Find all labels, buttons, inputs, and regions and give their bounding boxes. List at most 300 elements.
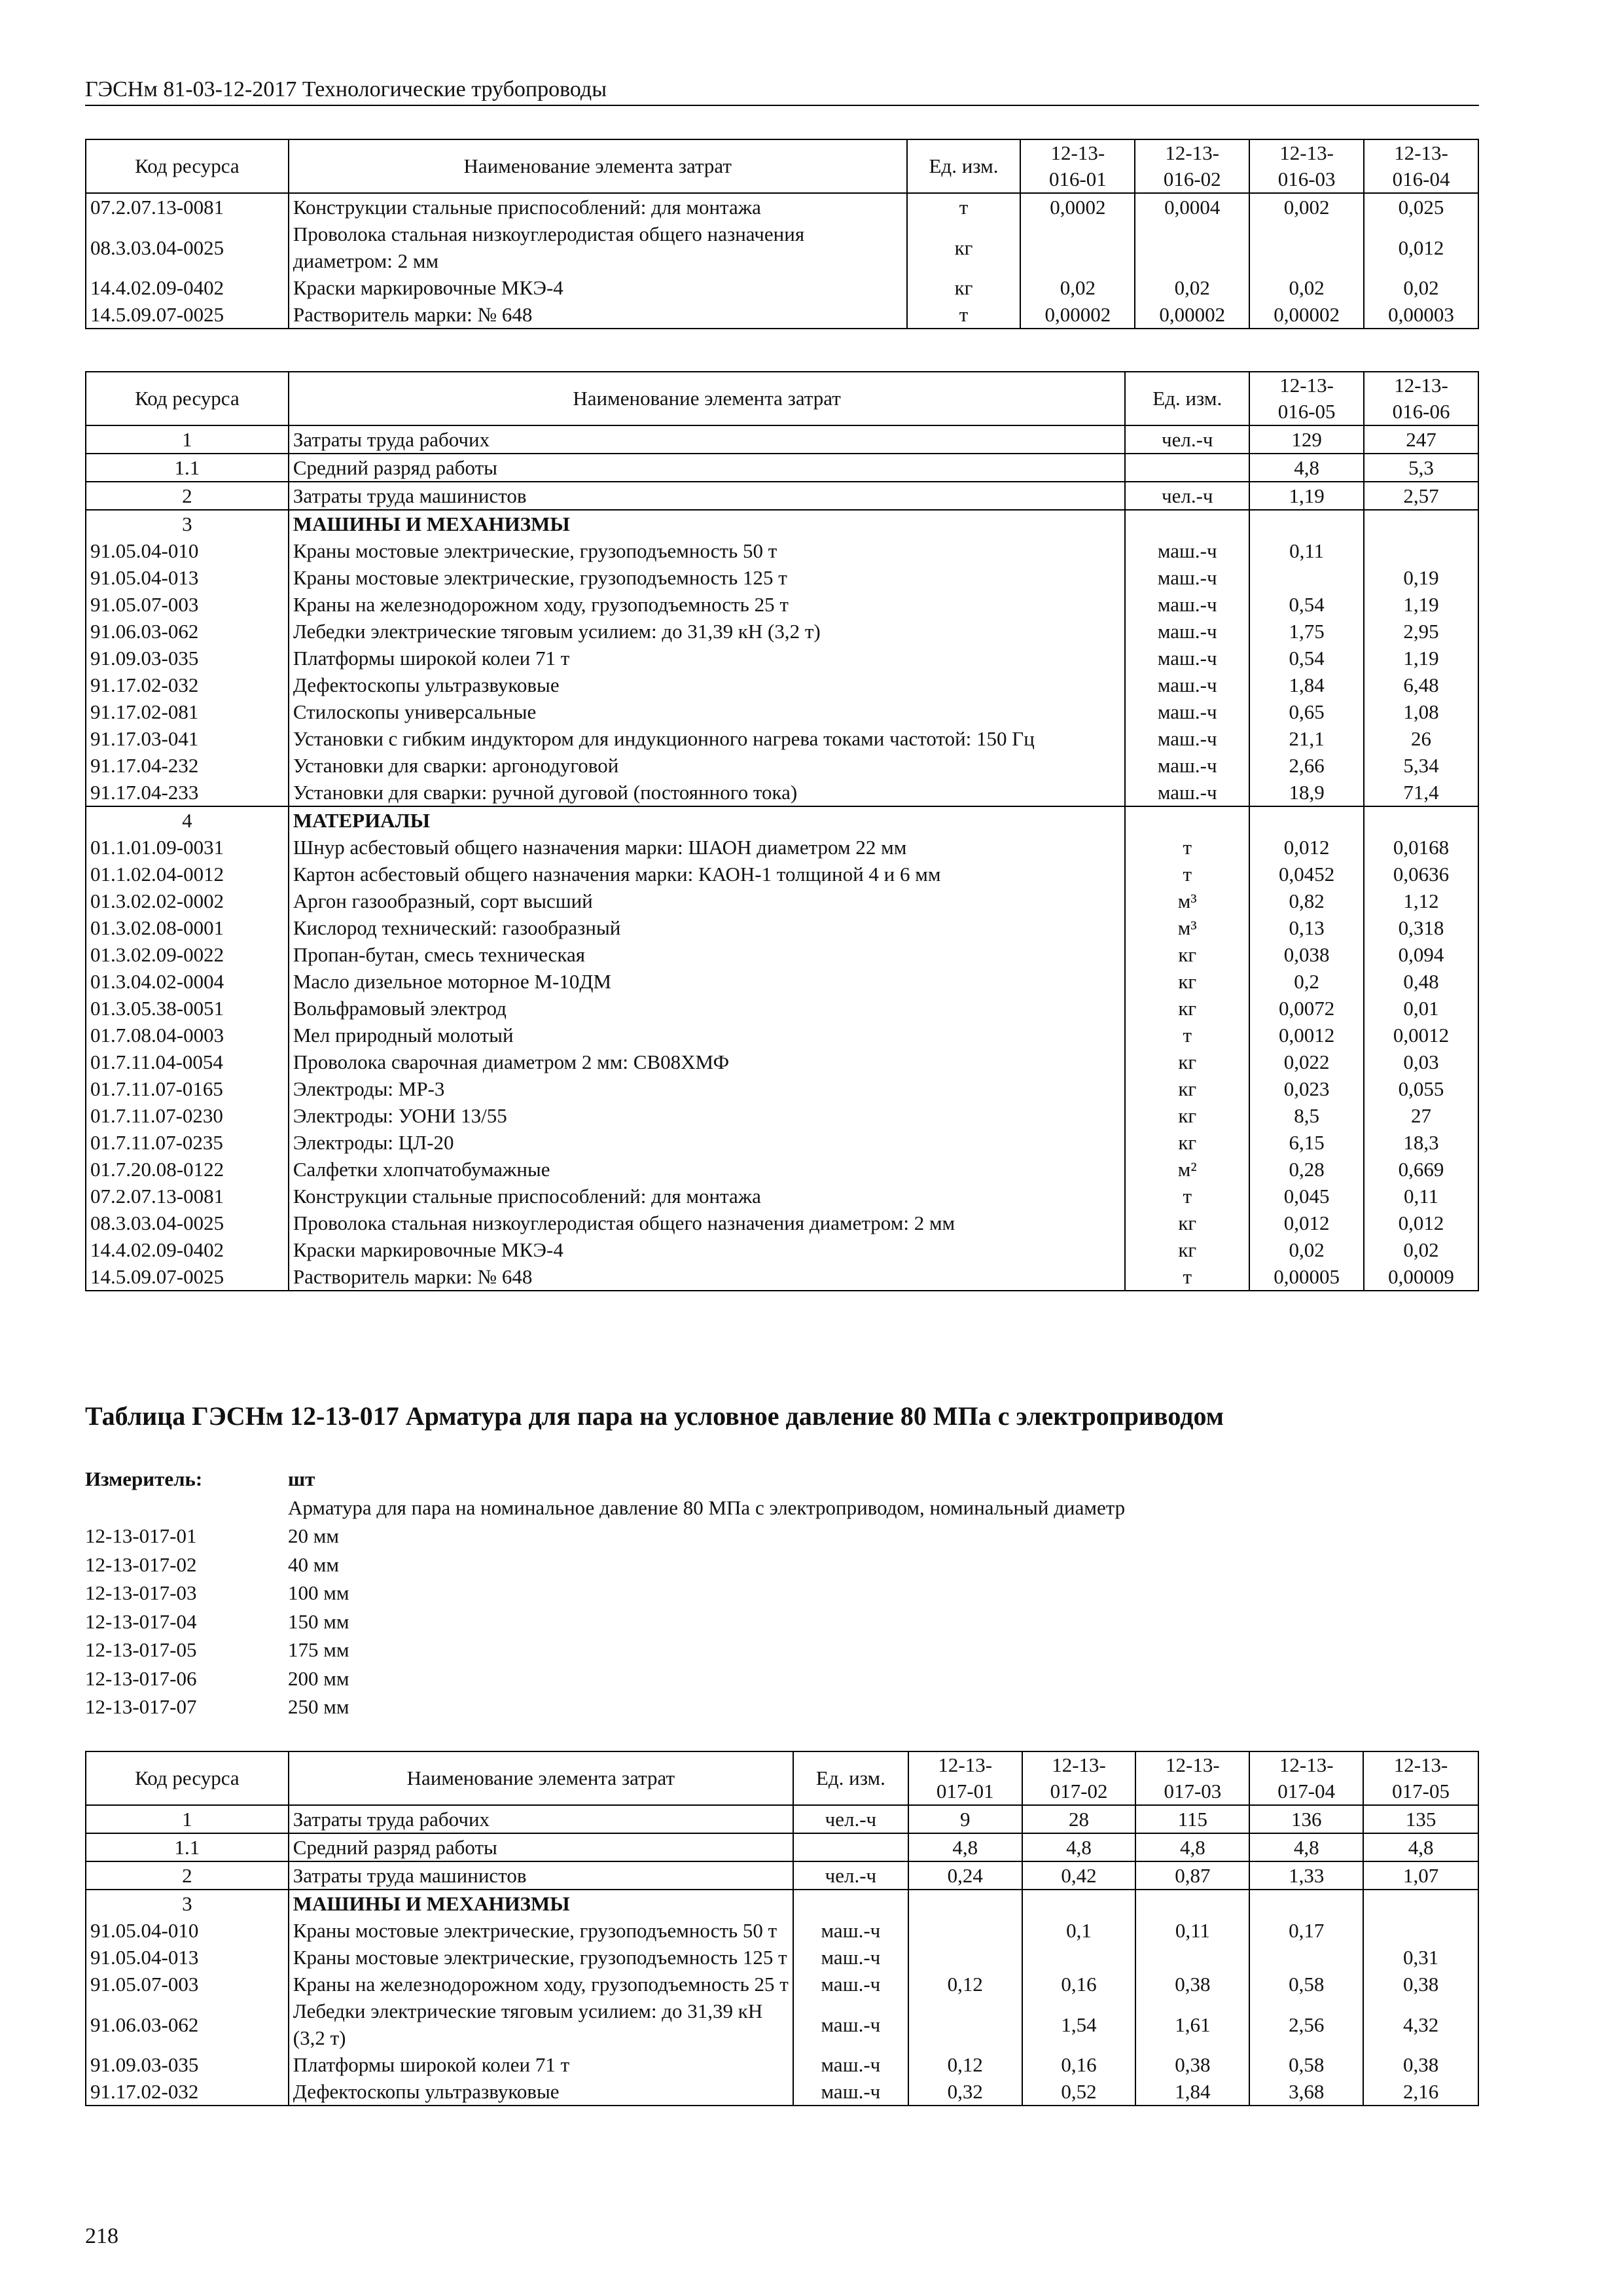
table-row bbox=[86, 221, 1478, 274]
value-cell: 0,012 bbox=[1249, 834, 1364, 861]
resource-table-016-05-06 bbox=[85, 371, 1479, 1291]
cost-element-name: Проволока стальная низкоуглеродистая общего назначения диаметром: 2 мм bbox=[289, 221, 907, 274]
value-cell: 0,65 bbox=[1249, 698, 1364, 725]
resource-code: 01.1.02.04-0012 bbox=[86, 861, 289, 888]
section-title: Таблица ГЭСНм 12-13-017 Арматура для пара на условное давление 80 МПа с электроприводом bbox=[85, 1401, 1224, 1431]
resource-code: 1 bbox=[86, 425, 289, 454]
resource-code: 4 bbox=[86, 806, 289, 834]
value-cell bbox=[1249, 1890, 1363, 1917]
table-row bbox=[86, 591, 1478, 618]
cost-element-name: Дефектоскопы ультразвуковые bbox=[289, 2078, 793, 2106]
resource-code: 91.05.07-003 bbox=[86, 591, 289, 618]
unit-cell: кг bbox=[1125, 1129, 1249, 1156]
unit-cell: чел.-ч bbox=[793, 1861, 908, 1890]
value-cell: 0,03 bbox=[1364, 1049, 1478, 1075]
value-cell: 0,00009 bbox=[1364, 1263, 1478, 1291]
resource-code: 01.7.08.04-0003 bbox=[86, 1022, 289, 1049]
value-cell: 4,8 bbox=[1249, 454, 1364, 482]
value-cell: 0,0636 bbox=[1364, 861, 1478, 888]
cost-element-name: МАШИНЫ И МЕХАНИЗМЫ bbox=[289, 1890, 793, 1917]
value-cell: 0,1 bbox=[1022, 1917, 1136, 1944]
cost-element-name: Платформы широкой колеи 71 т bbox=[289, 2051, 793, 2078]
resource-code: 91.17.04-233 bbox=[86, 779, 289, 806]
unit-cell: маш.-ч bbox=[793, 1971, 908, 1998]
table-row bbox=[86, 425, 1478, 454]
column-header: 12-13- 016-06 bbox=[1364, 372, 1478, 425]
unit-cell: маш.-ч bbox=[1125, 779, 1249, 806]
meter-item-diameter: 150 мм bbox=[288, 1609, 349, 1633]
cost-element-name: Проволока сварочная диаметром 2 мм: СВ08ХМФ bbox=[289, 1049, 1125, 1075]
unit-cell: кг bbox=[1125, 1236, 1249, 1263]
cost-element-name: Краны мостовые электрические, грузоподъемность 125 т bbox=[289, 1944, 793, 1971]
table-row bbox=[86, 1156, 1478, 1183]
unit-cell: т bbox=[1125, 1022, 1249, 1049]
resource-code: 08.3.03.04-0025 bbox=[86, 1210, 289, 1236]
unit-cell: маш.-ч bbox=[793, 2051, 908, 2078]
table-row bbox=[86, 1944, 1478, 1971]
value-cell bbox=[1135, 1944, 1249, 1971]
cost-element-name: Затраты труда машинистов bbox=[289, 482, 1125, 510]
unit-cell: маш.-ч bbox=[1125, 672, 1249, 698]
cost-element-name: Лебедки электрические тяговым усилием: до 31,39 кН (3,2 т) bbox=[289, 1998, 793, 2051]
value-cell: 0,12 bbox=[908, 1971, 1022, 1998]
value-cell: 0,17 bbox=[1249, 1917, 1363, 1944]
unit-cell: кг bbox=[1125, 941, 1249, 968]
unit-cell: т bbox=[1125, 861, 1249, 888]
value-cell: 1,84 bbox=[1249, 672, 1364, 698]
unit-cell: т bbox=[1125, 1263, 1249, 1291]
meter-label: Измеритель: bbox=[85, 1467, 203, 1490]
resource-code: 2 bbox=[86, 1861, 289, 1890]
value-cell: 0,055 bbox=[1364, 1075, 1478, 1102]
cost-element-name: Конструкции стальные приспособлений: для монтажа bbox=[289, 1183, 1125, 1210]
unit-cell: м³ bbox=[1125, 914, 1249, 941]
value-cell: 4,8 bbox=[908, 1833, 1022, 1861]
table-row bbox=[86, 482, 1478, 510]
value-cell: 0,38 bbox=[1135, 1971, 1249, 1998]
column-header: 12-13- 017-03 bbox=[1135, 1751, 1249, 1805]
value-cell bbox=[1249, 510, 1364, 537]
unit-cell: маш.-ч bbox=[793, 1998, 908, 2051]
value-cell: 0,48 bbox=[1364, 968, 1478, 995]
cost-element-name: Растворитель марки: № 648 bbox=[289, 1263, 1125, 1291]
cost-element-name: МАШИНЫ И МЕХАНИЗМЫ bbox=[289, 510, 1125, 537]
cost-element-name: Установки с гибким индуктором для индукционного нагрева токами частотой: 150 Гц bbox=[289, 725, 1125, 752]
value-cell: 0,87 bbox=[1135, 1861, 1249, 1890]
cost-element-name: Краны на железнодорожном ходу, грузоподъемность 25 т bbox=[289, 591, 1125, 618]
value-cell: 0,2 bbox=[1249, 968, 1364, 995]
resource-code: 91.17.04-232 bbox=[86, 752, 289, 779]
table-row bbox=[86, 1805, 1478, 1833]
value-cell bbox=[908, 1998, 1022, 2051]
value-cell: 0,54 bbox=[1249, 645, 1364, 672]
value-cell: 0,02 bbox=[1364, 274, 1478, 301]
resource-code: 14.4.02.09-0402 bbox=[86, 1236, 289, 1263]
table-row bbox=[86, 1263, 1478, 1291]
column-header: 12-13- 017-04 bbox=[1249, 1751, 1363, 1805]
value-cell: 0,02 bbox=[1364, 1236, 1478, 1263]
value-cell: 0,025 bbox=[1364, 193, 1478, 221]
value-cell: 1,07 bbox=[1363, 1861, 1478, 1890]
resource-code: 01.7.11.07-0230 bbox=[86, 1102, 289, 1129]
value-cell: 0,24 bbox=[908, 1861, 1022, 1890]
table-row bbox=[86, 888, 1478, 914]
value-cell: 0,00002 bbox=[1020, 301, 1135, 329]
resource-code: 14.5.09.07-0025 bbox=[86, 301, 289, 329]
unit-cell: маш.-ч bbox=[1125, 645, 1249, 672]
value-cell: 2,95 bbox=[1364, 618, 1478, 645]
table-row bbox=[86, 193, 1478, 221]
resource-code: 01.7.11.04-0054 bbox=[86, 1049, 289, 1075]
cost-element-name: МАТЕРИАЛЫ bbox=[289, 806, 1125, 834]
value-cell: 0,01 bbox=[1364, 995, 1478, 1022]
table-header-row bbox=[86, 1751, 1478, 1805]
value-cell: 0,19 bbox=[1364, 564, 1478, 591]
table-row bbox=[86, 2051, 1478, 2078]
resource-code: 91.17.03-041 bbox=[86, 725, 289, 752]
table-row bbox=[86, 1861, 1478, 1890]
cost-element-name: Проволока стальная низкоуглеродистая общего назначения диаметром: 2 мм bbox=[289, 1210, 1125, 1236]
table-header-row bbox=[86, 139, 1478, 193]
unit-cell: кг bbox=[1125, 1049, 1249, 1075]
value-cell bbox=[1363, 1917, 1478, 1944]
column-header: 12-13- 016-05 bbox=[1249, 372, 1364, 425]
table-row bbox=[86, 672, 1478, 698]
value-cell: 8,5 bbox=[1249, 1102, 1364, 1129]
column-header: 12-13- 017-02 bbox=[1022, 1751, 1136, 1805]
value-cell bbox=[1364, 510, 1478, 537]
value-cell: 1,33 bbox=[1249, 1861, 1363, 1890]
value-cell bbox=[1249, 806, 1364, 834]
table-row bbox=[86, 645, 1478, 672]
meter-item-diameter: 100 мм bbox=[288, 1581, 349, 1604]
unit-cell: т bbox=[907, 301, 1021, 329]
value-cell: 0,669 bbox=[1364, 1156, 1478, 1183]
cost-element-name: Установки для сварки: аргонодуговой bbox=[289, 752, 1125, 779]
value-cell: 3,68 bbox=[1249, 2078, 1363, 2106]
value-cell: 1,12 bbox=[1364, 888, 1478, 914]
column-header: Код ресурса bbox=[86, 1751, 289, 1805]
table-row bbox=[86, 1102, 1478, 1129]
table-row bbox=[86, 510, 1478, 537]
resource-code: 01.3.02.08-0001 bbox=[86, 914, 289, 941]
value-cell: 2,57 bbox=[1364, 482, 1478, 510]
resource-code: 2 bbox=[86, 482, 289, 510]
meter-item-code: 12-13-017-04 bbox=[85, 1609, 197, 1633]
value-cell: 0,0168 bbox=[1364, 834, 1478, 861]
value-cell bbox=[1249, 221, 1364, 274]
page-header: ГЭСНм 81-03-12-2017 Технологические трубопроводы bbox=[85, 77, 1479, 106]
resource-code: 14.5.09.07-0025 bbox=[86, 1263, 289, 1291]
value-cell: 0,58 bbox=[1249, 1971, 1363, 1998]
meter-item bbox=[85, 1607, 1125, 1636]
value-cell: 4,8 bbox=[1249, 1833, 1363, 1861]
value-cell bbox=[1364, 537, 1478, 564]
table-row bbox=[86, 1129, 1478, 1156]
unit-cell: кг bbox=[1125, 1075, 1249, 1102]
value-cell: 0,00002 bbox=[1249, 301, 1364, 329]
value-cell: 1,08 bbox=[1364, 698, 1478, 725]
unit-cell: чел.-ч bbox=[1125, 482, 1249, 510]
value-cell: 0,02 bbox=[1020, 274, 1135, 301]
value-cell bbox=[1249, 564, 1364, 591]
resource-code: 91.17.02-081 bbox=[86, 698, 289, 725]
unit-cell: м² bbox=[1125, 1156, 1249, 1183]
unit-cell: м³ bbox=[1125, 888, 1249, 914]
resource-code: 91.05.04-013 bbox=[86, 1944, 289, 1971]
meter-item bbox=[85, 1693, 1125, 1721]
meter-item-code: 12-13-017-02 bbox=[85, 1552, 197, 1576]
value-cell: 5,3 bbox=[1364, 454, 1478, 482]
page-number: 218 bbox=[85, 2224, 118, 2248]
cost-element-name: Растворитель марки: № 648 bbox=[289, 301, 907, 329]
column-header: Код ресурса bbox=[86, 139, 289, 193]
table-row bbox=[86, 1890, 1478, 1917]
value-cell: 136 bbox=[1249, 1805, 1363, 1833]
value-cell: 0,58 bbox=[1249, 2051, 1363, 2078]
unit-cell: чел.-ч bbox=[1125, 425, 1249, 454]
resource-code: 01.3.05.38-0051 bbox=[86, 995, 289, 1022]
unit-cell: маш.-ч bbox=[1125, 537, 1249, 564]
value-cell: 26 bbox=[1364, 725, 1478, 752]
value-cell: 0,54 bbox=[1249, 591, 1364, 618]
cost-element-name: Стилоскопы универсальные bbox=[289, 698, 1125, 725]
value-cell: 27 bbox=[1364, 1102, 1478, 1129]
value-cell: 0,038 bbox=[1249, 941, 1364, 968]
resource-code: 91.17.02-032 bbox=[86, 2078, 289, 2106]
value-cell: 71,4 bbox=[1364, 779, 1478, 806]
unit-cell bbox=[1125, 454, 1249, 482]
table-row bbox=[86, 725, 1478, 752]
table-row bbox=[86, 1236, 1478, 1263]
value-cell: 0,0012 bbox=[1364, 1022, 1478, 1049]
table-row bbox=[86, 1075, 1478, 1102]
value-cell bbox=[908, 1917, 1022, 1944]
value-cell: 1,19 bbox=[1364, 591, 1478, 618]
column-header: 12-13- 016-02 bbox=[1135, 139, 1249, 193]
resource-code: 1 bbox=[86, 1805, 289, 1833]
meter-item-code: 12-13-017-03 bbox=[85, 1581, 197, 1604]
cost-element-name: Краны на железнодорожном ходу, грузоподъемность 25 т bbox=[289, 1971, 793, 1998]
resource-code: 1.1 bbox=[86, 1833, 289, 1861]
value-cell: 0,32 bbox=[908, 2078, 1022, 2106]
meter-item-diameter: 200 мм bbox=[288, 1666, 349, 1690]
unit-cell: маш.-ч bbox=[1125, 725, 1249, 752]
value-cell: 0,045 bbox=[1249, 1183, 1364, 1210]
table-row bbox=[86, 274, 1478, 301]
cost-element-name: Аргон газообразный, сорт высший bbox=[289, 888, 1125, 914]
resource-code: 91.05.07-003 bbox=[86, 1971, 289, 1998]
meter-item-diameter: 20 мм bbox=[288, 1524, 339, 1547]
unit-cell: маш.-ч bbox=[1125, 698, 1249, 725]
value-cell: 0,02 bbox=[1249, 274, 1364, 301]
column-header: Код ресурса bbox=[86, 372, 289, 425]
table-row bbox=[86, 752, 1478, 779]
unit-cell bbox=[1125, 806, 1249, 834]
value-cell: 0,42 bbox=[1022, 1861, 1136, 1890]
resource-code: 1.1 bbox=[86, 454, 289, 482]
table-row bbox=[86, 698, 1478, 725]
value-cell: 4,8 bbox=[1363, 1833, 1478, 1861]
value-cell bbox=[1135, 221, 1249, 274]
cost-element-name: Электроды: МР-3 bbox=[289, 1075, 1125, 1102]
resource-code: 91.05.04-010 bbox=[86, 1917, 289, 1944]
table-row bbox=[86, 941, 1478, 968]
value-cell: 0,012 bbox=[1364, 1210, 1478, 1236]
table-row bbox=[86, 861, 1478, 888]
value-cell: 0,52 bbox=[1022, 2078, 1136, 2106]
column-header: Наименование элемента затрат bbox=[289, 1751, 793, 1805]
table-row bbox=[86, 301, 1478, 329]
value-cell: 18,9 bbox=[1249, 779, 1364, 806]
table-row bbox=[86, 1917, 1478, 1944]
value-cell: 115 bbox=[1135, 1805, 1249, 1833]
value-cell: 0,00005 bbox=[1249, 1263, 1364, 1291]
resource-code: 01.7.20.08-0122 bbox=[86, 1156, 289, 1183]
value-cell: 0,012 bbox=[1249, 1210, 1364, 1236]
value-cell: 9 bbox=[908, 1805, 1022, 1833]
value-cell: 0,11 bbox=[1364, 1183, 1478, 1210]
table-row bbox=[86, 2078, 1478, 2106]
resource-code: 91.09.03-035 bbox=[86, 2051, 289, 2078]
table-row bbox=[86, 834, 1478, 861]
table-row bbox=[86, 1971, 1478, 1998]
column-header: 12-13- 017-05 bbox=[1363, 1751, 1478, 1805]
table-row bbox=[86, 1210, 1478, 1236]
unit-cell: т bbox=[1125, 1183, 1249, 1210]
cost-element-name: Электроды: ЦЛ-20 bbox=[289, 1129, 1125, 1156]
resource-code: 91.05.04-010 bbox=[86, 537, 289, 564]
meter-item-code: 12-13-017-07 bbox=[85, 1695, 197, 1718]
table-row bbox=[86, 537, 1478, 564]
value-cell: 2,16 bbox=[1363, 2078, 1478, 2106]
column-header: 12-13- 016-01 bbox=[1020, 139, 1135, 193]
table-row bbox=[86, 454, 1478, 482]
resource-table-017-01-05 bbox=[85, 1751, 1479, 2106]
unit-cell: кг bbox=[1125, 1102, 1249, 1129]
unit-cell bbox=[793, 1890, 908, 1917]
meter-item bbox=[85, 1522, 1125, 1551]
cost-element-name: Краски маркировочные МКЭ-4 bbox=[289, 274, 907, 301]
meter-item bbox=[85, 1579, 1125, 1607]
cost-element-name: Шнур асбестовый общего назначения марки: ШАОН диаметром 22 мм bbox=[289, 834, 1125, 861]
value-cell: 18,3 bbox=[1364, 1129, 1478, 1156]
column-header: Ед. изм. bbox=[1125, 372, 1249, 425]
meter-item-code: 12-13-017-05 bbox=[85, 1638, 197, 1661]
value-cell bbox=[1022, 1944, 1136, 1971]
resource-code: 91.06.03-062 bbox=[86, 618, 289, 645]
value-cell bbox=[1363, 1890, 1478, 1917]
value-cell: 0,02 bbox=[1249, 1236, 1364, 1263]
value-cell: 0,38 bbox=[1363, 1971, 1478, 1998]
value-cell: 0,11 bbox=[1135, 1917, 1249, 1944]
meter-unit: шт bbox=[288, 1467, 315, 1490]
resource-code: 08.3.03.04-0025 bbox=[86, 221, 289, 274]
value-cell: 2,66 bbox=[1249, 752, 1364, 779]
unit-cell: кг bbox=[907, 274, 1021, 301]
value-cell: 1,61 bbox=[1135, 1998, 1249, 2051]
column-header: Ед. изм. bbox=[793, 1751, 908, 1805]
value-cell: 0,002 bbox=[1249, 193, 1364, 221]
cost-element-name: Лебедки электрические тяговым усилием: до 31,39 кН (3,2 т) bbox=[289, 618, 1125, 645]
value-cell: 0,023 bbox=[1249, 1075, 1364, 1102]
cost-element-name: Картон асбестовый общего назначения марки: КАОН-1 толщиной 4 и 6 мм bbox=[289, 861, 1125, 888]
value-cell: 0,16 bbox=[1022, 2051, 1136, 2078]
unit-cell: маш.-ч bbox=[1125, 752, 1249, 779]
resource-code: 91.17.02-032 bbox=[86, 672, 289, 698]
column-header: 12-13- 016-04 bbox=[1364, 139, 1478, 193]
value-cell: 0,00002 bbox=[1135, 301, 1249, 329]
resource-code: 01.3.04.02-0004 bbox=[86, 968, 289, 995]
meter-description: Арматура для пара на номинальное давление 80 МПа с электроприводом, номинальный диаметр bbox=[288, 1496, 1126, 1519]
cost-element-name: Затраты труда рабочих bbox=[289, 425, 1125, 454]
resource-table-016-01-04 bbox=[85, 139, 1479, 329]
unit-cell: т bbox=[1125, 834, 1249, 861]
table-row bbox=[86, 1183, 1478, 1210]
value-cell: 0,0012 bbox=[1249, 1022, 1364, 1049]
value-cell: 4,32 bbox=[1363, 1998, 1478, 2051]
value-cell: 0,11 bbox=[1249, 537, 1364, 564]
meter-item-diameter: 250 мм bbox=[288, 1695, 349, 1718]
column-header: Ед. изм. bbox=[907, 139, 1021, 193]
resource-code: 91.05.04-013 bbox=[86, 564, 289, 591]
resource-code: 01.7.11.07-0235 bbox=[86, 1129, 289, 1156]
meter-item bbox=[85, 1551, 1125, 1579]
meter-item-code: 12-13-017-01 bbox=[85, 1524, 197, 1547]
meter-block bbox=[85, 1465, 1125, 1721]
value-cell: 5,34 bbox=[1364, 752, 1478, 779]
table-header-row bbox=[86, 372, 1478, 425]
column-header: 12-13- 017-01 bbox=[908, 1751, 1022, 1805]
cost-element-name: Затраты труда рабочих bbox=[289, 1805, 793, 1833]
value-cell: 0,022 bbox=[1249, 1049, 1364, 1075]
meter-item-diameter: 175 мм bbox=[288, 1638, 349, 1661]
unit-cell bbox=[1125, 510, 1249, 537]
value-cell bbox=[1135, 1890, 1249, 1917]
cost-element-name: Краны мостовые электрические, грузоподъемность 125 т bbox=[289, 564, 1125, 591]
cost-element-name: Салфетки хлопчатобумажные bbox=[289, 1156, 1125, 1183]
resource-code: 91.09.03-035 bbox=[86, 645, 289, 672]
table-row bbox=[86, 1833, 1478, 1861]
table-row bbox=[86, 1049, 1478, 1075]
value-cell: 1,75 bbox=[1249, 618, 1364, 645]
value-cell: 0,38 bbox=[1135, 2051, 1249, 2078]
value-cell: 1,54 bbox=[1022, 1998, 1136, 2051]
unit-cell: кг bbox=[1125, 1210, 1249, 1236]
table-row bbox=[86, 1022, 1478, 1049]
column-header: Наименование элемента затрат bbox=[289, 139, 907, 193]
value-cell: 0,094 bbox=[1364, 941, 1478, 968]
unit-cell: чел.-ч bbox=[793, 1805, 908, 1833]
column-header: 12-13- 016-03 bbox=[1249, 139, 1364, 193]
resource-code: 01.7.11.07-0165 bbox=[86, 1075, 289, 1102]
value-cell: 4,8 bbox=[1135, 1833, 1249, 1861]
resource-code: 01.3.02.09-0022 bbox=[86, 941, 289, 968]
unit-cell: маш.-ч bbox=[793, 1917, 908, 1944]
value-cell: 0,02 bbox=[1135, 274, 1249, 301]
table-row bbox=[86, 779, 1478, 806]
value-cell: 1,19 bbox=[1364, 645, 1478, 672]
unit-cell: маш.-ч bbox=[1125, 564, 1249, 591]
value-cell: 0,12 bbox=[908, 2051, 1022, 2078]
cost-element-name: Установки для сварки: ручной дуговой (постоянного тока) bbox=[289, 779, 1125, 806]
cost-element-name: Платформы широкой колеи 71 т bbox=[289, 645, 1125, 672]
unit-cell: маш.-ч bbox=[1125, 591, 1249, 618]
value-cell: 1,19 bbox=[1249, 482, 1364, 510]
value-cell: 21,1 bbox=[1249, 725, 1364, 752]
unit-cell: кг bbox=[907, 221, 1021, 274]
unit-cell: маш.-ч bbox=[793, 2078, 908, 2106]
